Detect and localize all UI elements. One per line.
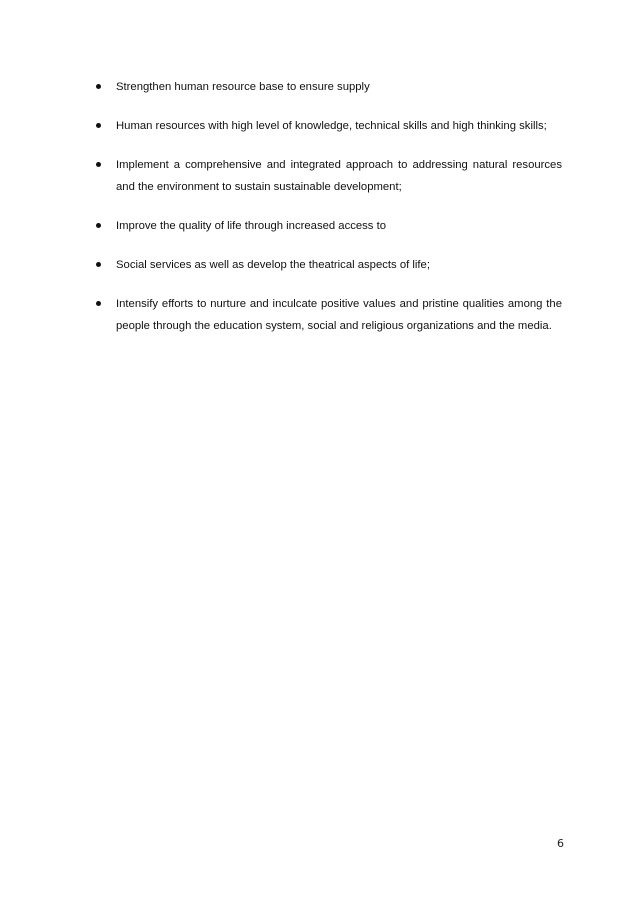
bullet-text: Social services as well as develop the theatrical aspects of life; bbox=[116, 259, 430, 271]
bullet-item bbox=[90, 115, 562, 137]
page-number: 6 bbox=[557, 837, 564, 850]
bullet-text: Intensify efforts to nurture and inculcate positive values and pristine qualities among the people through the education system, social and religious organizations and the media. bbox=[116, 298, 562, 332]
bullet-item bbox=[90, 154, 562, 198]
bullet-icon bbox=[96, 223, 101, 228]
bullet-icon bbox=[96, 123, 101, 128]
bullet-icon bbox=[96, 162, 101, 167]
bullet-text: Human resources with high level of knowledge, technical skills and high thinking skills; bbox=[116, 120, 547, 132]
bullet-list bbox=[90, 76, 562, 354]
bullet-icon bbox=[96, 301, 101, 306]
bullet-item bbox=[90, 76, 562, 98]
bullet-icon bbox=[96, 84, 101, 89]
bullet-item bbox=[90, 254, 562, 276]
bullet-text: Strengthen human resource base to ensure supply bbox=[116, 81, 370, 93]
bullet-item bbox=[90, 215, 562, 237]
bullet-item bbox=[90, 293, 562, 337]
bullet-icon bbox=[96, 262, 101, 267]
bullet-text: Improve the quality of life through increased access to bbox=[116, 220, 387, 232]
bullet-text: Implement a comprehensive and integrated approach to addressing natural resources and the environment to sustain sustainable development; bbox=[116, 159, 562, 193]
